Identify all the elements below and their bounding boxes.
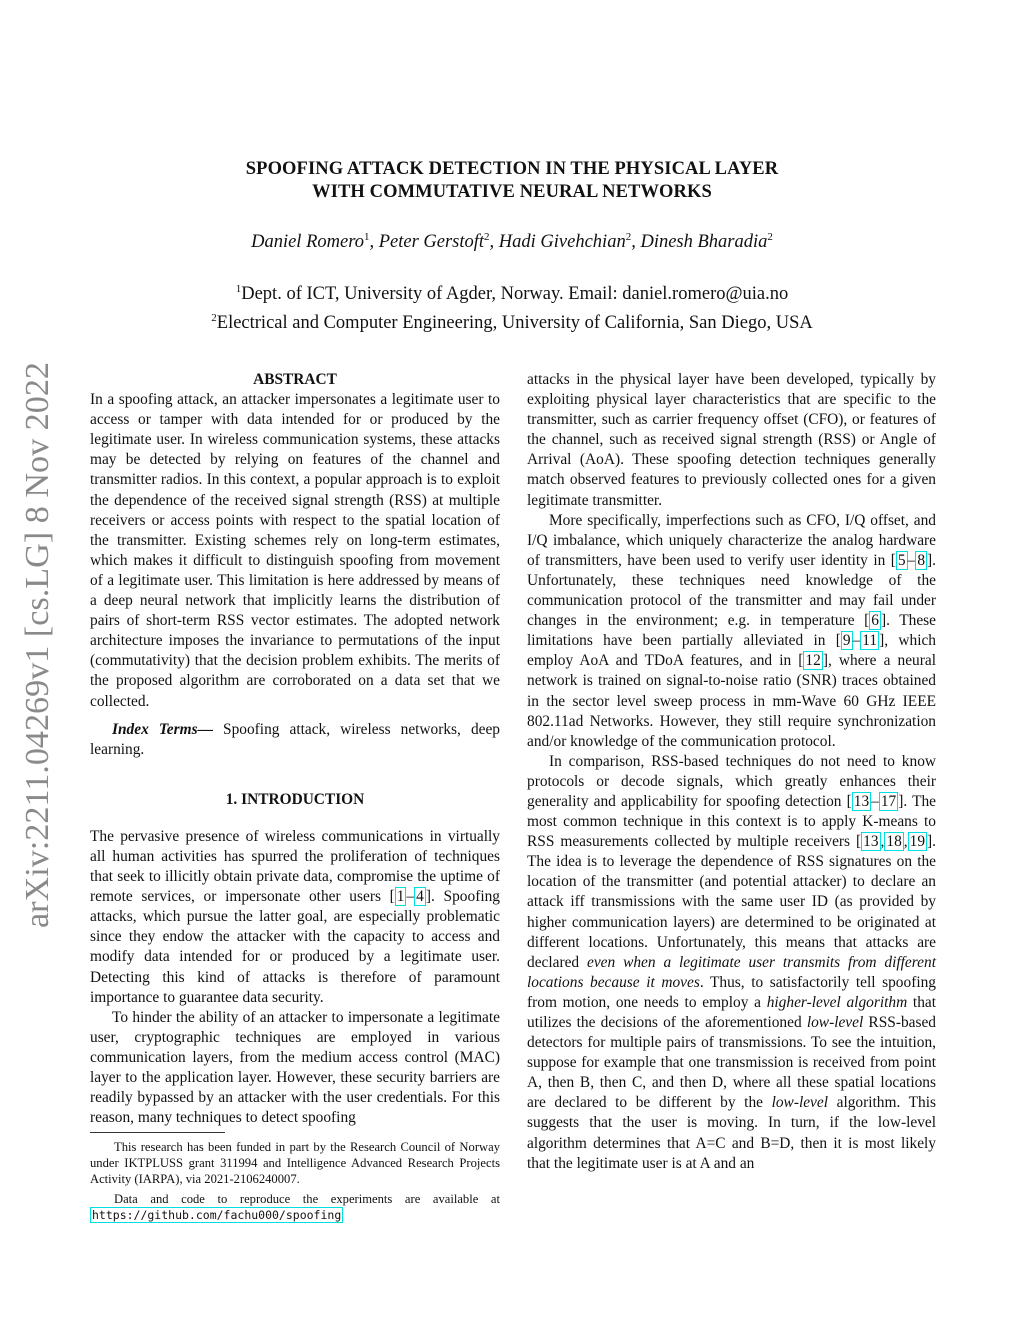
author-separator: ,	[489, 232, 499, 253]
citation-link[interactable]: 17	[880, 792, 897, 810]
author-separator: ,	[369, 232, 379, 253]
citation-link[interactable]: 5	[897, 551, 906, 569]
intro-paragraph-1: The pervasive presence of wireless communications in virtually all human activities has spurred the proliferation of techniques that seek to illicitly obtain private data, compromise the uptime of remote services, or impersonate other users [ 1 – 4 ]. Spoofing attacks, which pursue the latter goal, are especially problematic since they endow the attacker with the capacity to access and modify data intended for or produced by a legitimate user. Detecting this kind of attacks is therefore of paramount importance to guarantee data security.	[90, 827, 500, 1006]
right-column	[527, 370, 936, 1174]
author-name: Peter Gerstoft	[378, 232, 485, 253]
citation-link[interactable]: 19	[909, 833, 926, 851]
author-affiliation-mark: 2	[484, 231, 490, 243]
introduction-heading: 1. INTRODUCTION	[225, 790, 365, 808]
title-line-2: WITH COMMUTATIVE NEURAL NETWORKS	[312, 182, 712, 202]
arxiv-identifier-stamp	[10, 360, 60, 930]
right-paragraph-2: More specifically, imperfections such as CFO, I/Q offset, and I/Q imbalance, which uniquely characterize the analog hardware of transmitters, have been used to verify user identity in [ 5 – 8 ]. Unfortunately, these techniques need knowledge of the communication protocol of the transmitter and may fail under changes in the environment; e.g. in temperature [ 6 ]. These limitations have been partially alleviated in [ 9 – 11 ], which employ AoA and TDoA features, and in [ 12 ], where a neural network is trained on signal-to-noise ratio (SNR) traces obtained in the sector level sweep process in mm-Wave 60 GHz IEEE 802.11ad Networks. However, they still require synchronization and/or knowledge of the communication protocol.	[527, 511, 936, 750]
author-list	[0, 231, 1024, 253]
right-paragraph-3: In comparison, RSS-based techniques do not need to know protocols or decode signals, which greatly enhances their generality and applicability for spoofing detection [ 13 – 17 ]. The most common technique in this context is to apply K-means to RSS measurements collected by multiple receivers [ 13 , 18 , 19 ]. The idea is to leverage the dependence of RSS signatures on the location of the transmitter (and potential attacker) to declare an attack iff transmissions with the same user ID (as provided by higher communication layers) are determined to be originated at different locations. Unfortunately, this means that attacks are declared even when a legitimate user transmits from different locations because it moves. Thus, to satisfactorily tell spoofing from motion, one needs to employ a higher-level algorithm that utilizes the decisions of the aforementioned low-level RSS-based detectors for multiple pairs of transmissions. To see the intuition, suppose for example that one transmission is received from point A, then B, then C, and then D, where all these spatial locations are declared to be different by the low-level algorithm. This suggests that the user is moving. In turn, if the low-level algorithm determines that A=C and B=D, then it is most likely that the legitimate user is at A and an	[527, 752, 936, 1172]
citation-link[interactable]: 18	[886, 833, 902, 851]
author-name: Dinesh Bharadia	[640, 232, 768, 253]
footnote-funding: This research has been funded in part by the Research Council of Norway under IKTPLUSS grant 311994 and Intelligence Advanced Research Projects Activity (IARPA), via 2021-2106240007.	[90, 1140, 500, 1187]
author-separator: ,	[631, 232, 641, 253]
footnote-code: Data and code to reproduce the experiments are available at https://github.com/fachu000/spoofing	[92, 1192, 500, 1223]
affiliation-number: 2	[211, 312, 217, 325]
index-terms-label: Index Terms—	[112, 720, 213, 738]
affiliation-text: Dept. of ICT, University of Agder, Norway. Email: daniel.romero@uia.no	[241, 284, 789, 305]
author-affiliation-mark: 2	[625, 231, 632, 243]
citation-link[interactable]: 11	[862, 632, 878, 650]
index-terms-text: Spoofing attack, wireless networks, deep learning.	[90, 720, 500, 758]
footnotes	[90, 1139, 500, 1223]
affiliation-line	[0, 306, 1024, 335]
abstract-text: In a spoofing attack, an attacker impersonates a legitimate user to access or tamper with data intended for or produced by the legitimate user. In wireless communication systems, these attacks may be detected by relying on features of the channel and transmitter radios. In this context, a popular approach is to exploit the dependence of the received signal strength (RSS) at multiple receivers or access points with respect to the spatial location of the transmitter. Existing schemes rely on long-term estimates, which makes it difficult to distinguish spoofing from movement of a legitimate user. This limitation is here addressed by means of a deep neural network that implicitly learns the distribution of pairs of short-term RSS vector estimates. The adopted network architecture imposes the invariance to permutations of the input (commutativity) that the decision problem exhibits. The merits of the proposed algorithm are corroborated on a data set that we collected.	[90, 391, 500, 710]
citation-link[interactable]: 1	[396, 888, 405, 906]
paper-title	[0, 158, 1024, 204]
author-affiliation-mark: 1	[363, 231, 370, 243]
right-paragraph-1: attacks in the physical layer have been developed, typically by exploiting physical layer characteristics that are specific to the transmitter, such as carrier frequency offset (CFO), or features of the channel, such as received signal strength (RSS) or Angle of Arrival (AoA). These spoofing detection techniques generally match observed features to previously collected ones for a given legitimate transmitter.	[527, 371, 936, 509]
citation-link[interactable]: 9	[842, 632, 851, 650]
github-link[interactable]: https://github.com/fachu000/spoofing	[92, 1208, 342, 1223]
affiliation-number: 1	[235, 283, 242, 295]
abstract-heading: ABSTRACT	[253, 371, 337, 388]
index-terms	[90, 720, 500, 760]
title-line-1: SPOOFING ATTACK DETECTION IN THE PHYSICAL LAYER	[245, 159, 779, 179]
citation-link[interactable]: 8	[917, 551, 926, 569]
citation-link[interactable]: 12	[805, 652, 821, 670]
citation-link[interactable]: 13	[853, 792, 870, 810]
footnote-rule	[90, 1132, 225, 1133]
intro-paragraph-2: To hinder the ability of an attacker to impersonate a legitimate user, cryptographic techniques are employed in various communication layers, from the medium access control (MAC) layer to the application layer. However, these security barriers are readily bypassed by an attacker with the user credentials. For this reason, many techniques to detect spoofing	[90, 1008, 500, 1127]
left-column	[90, 370, 500, 1223]
citation-link[interactable]: 6	[871, 612, 879, 630]
author-affiliation-mark: 2	[767, 231, 773, 243]
affiliations	[0, 277, 1024, 335]
author-name: Daniel Romero	[251, 232, 364, 253]
affiliation-line	[0, 277, 1024, 306]
citation-link[interactable]: 4	[416, 888, 424, 906]
author-name: Hadi Givehchian	[498, 232, 626, 253]
affiliation-text: Electrical and Computer Engineering, University of California, San Diego, USA	[216, 313, 813, 334]
arxiv-identifier: arXiv:2211.04269v1 [cs.LG] 8 Nov 2022	[19, 364, 56, 928]
citation-link[interactable]: 13	[863, 833, 879, 851]
